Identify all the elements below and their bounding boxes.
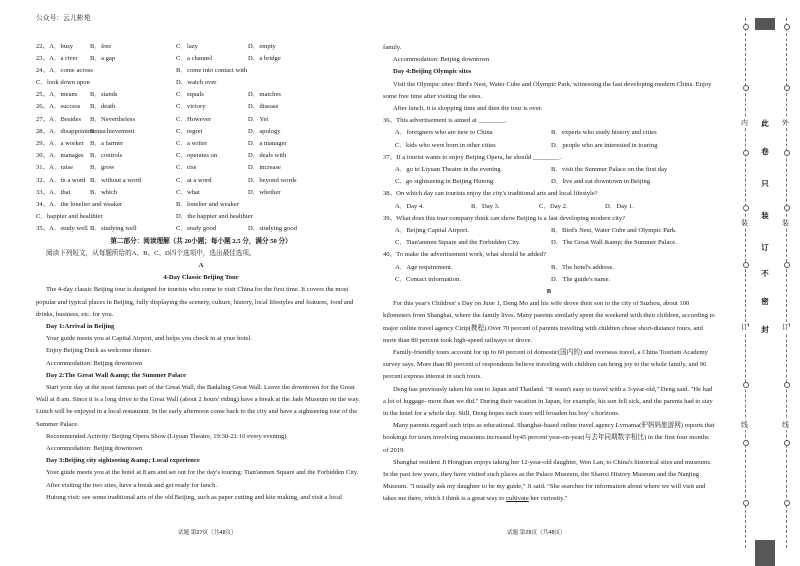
option-c: B．come into contact with bbox=[176, 66, 248, 74]
option-d: D．studying good bbox=[248, 225, 297, 233]
option-n: 23、A．a river bbox=[36, 54, 78, 62]
option-row bbox=[383, 127, 715, 139]
section-instruction: 阅读下列短文，从每题所给的A、B、C、D四个选项中，选出最佳选项。 bbox=[46, 249, 256, 257]
binding-notice-char: 不 bbox=[761, 269, 769, 278]
option-b: B．free bbox=[90, 42, 112, 50]
option: D．live and eat downtown in Beijing bbox=[551, 178, 651, 186]
binding-line-outer bbox=[786, 18, 787, 548]
section-title: 第二部分：阅读理解（共 20小题；每小题 2.5 分，满分 50 分） bbox=[110, 237, 292, 245]
passage-a-letter: A bbox=[198, 261, 204, 269]
paragraph: Accommodation: Beijing downtown bbox=[46, 444, 143, 452]
option-n: 35、A．study well bbox=[36, 225, 88, 233]
option-c: C．a channel bbox=[176, 54, 213, 62]
option-n: C．look down upon bbox=[36, 79, 90, 87]
option-row bbox=[36, 53, 366, 65]
binding-label-outer: 外 bbox=[782, 120, 789, 127]
paragraph: For this year's Children' s Day on June 1, Deng Mo and his wife drove their son to the city of Suzhou, about 100 kilometers from Shanghai, where the family lives. Many parents similarly spent the weekend with their children, according to major online travel agency Ctrip(携程).Over 70 percent of parents traveling with children chose short-distance tours, and more than 80 percent took high-speed railways or drove. bbox=[383, 300, 715, 344]
option: A．Age requirement. bbox=[395, 263, 453, 271]
option-n: 28、A．disappointment bbox=[36, 127, 102, 135]
option: A．foreigners who are new to China bbox=[395, 129, 493, 137]
option-n: 22、A．busy bbox=[36, 42, 73, 50]
option-c: D．the happier and healthier bbox=[176, 213, 253, 221]
option-b: B．a farmer bbox=[90, 140, 124, 147]
question-stem: 37、If a tourist wants to enjoy Beijing Opera, he should ________. bbox=[383, 153, 562, 161]
option-c: C．lazy bbox=[176, 42, 198, 50]
option-row bbox=[36, 114, 366, 126]
paragraph: Shanghai resident Ji Hongjian enjoys taking her 12-year-old daughter, Wen Lan, to China's historical sites and museums. In the past few years, they have visited such places as the Palace Museum, the Shanxi History Museum and the Nanjing Museum. "I usually ask my daughter to be my guide," Ji said. "She searches for information about where we will visit and takes me there, which I think is a great way to cultivate her curiosity." bbox=[383, 458, 712, 503]
underlined-word: cultivate bbox=[506, 495, 529, 503]
binding-notice-char: 密 bbox=[761, 297, 769, 306]
binding-label-inner: 线 bbox=[741, 422, 748, 429]
option-c: C．what bbox=[176, 188, 200, 196]
option: D．people who are interested in touring bbox=[551, 141, 658, 149]
binding-hole bbox=[784, 500, 790, 506]
option-row bbox=[36, 223, 366, 235]
option-row bbox=[36, 89, 366, 101]
option-c: C．However bbox=[176, 115, 212, 123]
option: A．Day 4. bbox=[395, 202, 424, 210]
binding-hole bbox=[743, 440, 749, 446]
paragraph: Family-friendly tours account for up to 60 percent of domestic(国内的) and overseas travel, a China Tourism Academy survey says. More than 80 percent of respondents believe traveling with children can bring joy to the whole family, and 96 percent express interest in such tours. bbox=[383, 348, 708, 381]
left-column bbox=[36, 0, 366, 504]
option-row bbox=[36, 77, 366, 89]
binding-notice-char: 只 bbox=[761, 179, 769, 188]
paragraph: After lunch, it is shopping time and then the tour is over. bbox=[393, 105, 543, 113]
option-c: C．victory bbox=[176, 103, 206, 111]
paragraph: Hutong visit: see some traditional arts of the old Beijing, such as paper cutting and kite making, and visit a local bbox=[46, 493, 342, 501]
option-n: 24、A．come across bbox=[36, 66, 93, 74]
option-row bbox=[383, 262, 715, 274]
option-row bbox=[36, 211, 366, 223]
option-d: D．empty bbox=[248, 42, 276, 50]
option: D．Day 1. bbox=[605, 202, 634, 210]
option-b: B．which bbox=[90, 188, 118, 196]
paragraph: Accommodation: Beijing downtown bbox=[46, 359, 143, 367]
page-header: 公众号：云儿彬苑 bbox=[36, 15, 91, 22]
option-n: 34、A．the lonelier and weaker bbox=[36, 200, 123, 208]
binding-notice-char: 订 bbox=[761, 243, 769, 252]
option-c: C．equals bbox=[176, 91, 204, 99]
option-row bbox=[36, 199, 366, 211]
option-d: D．Yet bbox=[248, 115, 269, 123]
option-c: C．study good bbox=[176, 225, 217, 233]
binding-hole bbox=[784, 85, 790, 91]
option-row bbox=[383, 140, 715, 152]
option-b: B．achievement bbox=[90, 127, 135, 135]
option-d: D．a bridge bbox=[248, 54, 281, 62]
paragraph: Visit the Olympic sites: Bird's Nest, Water Cube and Olympic Park, witnessing the fast developing modern China. Enjoy some free time after visiting the sites. bbox=[383, 80, 712, 100]
option-c: C．operates on bbox=[176, 152, 218, 160]
option-row bbox=[36, 41, 366, 53]
binding-label-inner: 装 bbox=[741, 220, 748, 227]
option-b: B．Nevertheless bbox=[90, 115, 136, 123]
option-row bbox=[36, 175, 366, 187]
option: A．go to Liyuan Theatre in the evening bbox=[395, 166, 501, 173]
binding-label-outer: 装 bbox=[782, 220, 789, 227]
paragraph: Day 2:The Great Wall &amp; the Summer Palace bbox=[46, 371, 187, 379]
option: C．Tian'anmen Square and the Forbidden City. bbox=[395, 239, 521, 247]
option-row bbox=[383, 201, 715, 213]
option-row bbox=[36, 138, 366, 150]
binding-notice-char: 封 bbox=[761, 325, 769, 334]
binding-label-outer: 线 bbox=[782, 422, 789, 429]
option-row bbox=[383, 225, 715, 237]
option-n: 27、A．Besides bbox=[36, 115, 82, 123]
option: D．The Great Wall &amp; the Summer Palace. bbox=[551, 239, 677, 247]
option-c: C．a writer bbox=[176, 140, 208, 147]
option-c: D．watch over bbox=[176, 79, 217, 87]
option-d: D．beyond words bbox=[248, 176, 297, 184]
option-d: D．deals with bbox=[248, 152, 287, 160]
binding-bar-bottom bbox=[755, 540, 775, 566]
option: B．The hotel's address. bbox=[551, 263, 614, 271]
option-row bbox=[36, 187, 366, 199]
binding-line-inner bbox=[745, 18, 746, 548]
paragraph: Your guide meets you at the hotel at 8 am and set out for the day's touring: Tian'anmen Square and the Forbidden City. bbox=[46, 469, 359, 477]
binding-hole bbox=[784, 24, 790, 30]
binding-label-inner: 内 bbox=[741, 120, 748, 127]
option: C．kids who were born in other cities bbox=[395, 141, 496, 149]
option-n: 32、A．in a word bbox=[36, 176, 86, 184]
paragraph: Recommended Activity: Beijing Opera Show (Liyuan Theatre, 19:30-21:10 every evening) bbox=[46, 432, 287, 440]
binding-hole bbox=[743, 85, 749, 91]
option-n: 29、A．a worker bbox=[36, 140, 84, 147]
option: C．go sightseeing in Beijing Hutong bbox=[395, 178, 494, 186]
binding-hole bbox=[743, 150, 749, 156]
question-stem: 40、To make the advertisement work, what should be added? bbox=[383, 251, 547, 259]
option-b: B．without a word bbox=[90, 176, 141, 184]
binding-notice-char: 卷 bbox=[761, 147, 769, 156]
option-c: C．regret bbox=[176, 127, 203, 135]
option-b: B．controls bbox=[90, 152, 123, 160]
option-n: 25、A．means bbox=[36, 91, 78, 99]
paragraph: Accommodation: Beijing downtown bbox=[393, 56, 490, 64]
footer-left: 试题 第27页（共48页） bbox=[178, 530, 237, 536]
option-row bbox=[36, 65, 366, 77]
option-b: B．studying well bbox=[90, 225, 137, 233]
footer-right: 试题 第28页（共48页） bbox=[507, 530, 566, 536]
option: A．Beijing Capital Airport. bbox=[395, 226, 469, 234]
option-n: 33、A．that bbox=[36, 188, 71, 196]
option-c: B．lonelier and weaker bbox=[176, 200, 239, 208]
binding-hole bbox=[784, 150, 790, 156]
paragraph: Enjoy Beijing Duck as welcome dinner. bbox=[46, 347, 152, 355]
binding-label-inner: 订 bbox=[741, 324, 748, 331]
binding-hole bbox=[743, 262, 749, 268]
paragraph: Start your day at the most famous part of the Great Wall, the Badaling Great Wall. Leave the downtown for the Great Wall at 8 am. Since it is a long drive to the Great Wall (about 2 hours' riding) have a break at the Jade Museum on the way. Lunch will be enjoyed in a local restaurant. In the early afternoon come back to the city and have a sightseeing tour of the Summer Palace. bbox=[36, 383, 360, 428]
option-d: D．apology bbox=[248, 127, 281, 135]
paragraph: Many parents regard such trips as educational. Shanghai-based online travel agency Lvmama(驴妈妈旅游网) reports that bookings for tours involving museums increased by45 percent year-on-year(与去年同期数字相比) in the first four months of 2019. bbox=[383, 422, 715, 454]
option-row bbox=[36, 162, 366, 174]
option-b: B．death bbox=[90, 103, 116, 111]
option: D．The guide's name. bbox=[551, 275, 611, 283]
binding-hole bbox=[784, 262, 790, 268]
paragraph: Deng has previously taken his son to Japan and Thailand. "It wasn't easy to travel with a 3-year-old," Deng said. "He had a lot of luggage- more than we did." During their vacation in Japan, for example, his son fell sick, and the parents had to stay in the hotel for a whole day. Still, Deng hopes such tours will broaden his boy' s horizons. bbox=[383, 385, 713, 417]
option-c: C．rise bbox=[176, 164, 197, 172]
binding-hole bbox=[743, 500, 749, 506]
option-n: 30、A．manages bbox=[36, 152, 84, 160]
option-n: C．happier and healthier bbox=[36, 213, 103, 221]
option-row bbox=[383, 176, 715, 188]
passage-b-letter: B bbox=[546, 287, 552, 295]
binding-hole bbox=[784, 205, 790, 211]
option-row bbox=[383, 164, 715, 176]
option: B．Bird's Nest, Water Cube and Olympic Park. bbox=[551, 226, 677, 234]
paragraph: Day 4:Beijing Olympic sites bbox=[393, 68, 472, 76]
option-b: B．a gap bbox=[90, 54, 116, 62]
paragraph: After visiting the two sites, have a break and get ready for lunch. bbox=[46, 481, 218, 489]
binding-hole bbox=[784, 440, 790, 446]
option-c: C．at a word bbox=[176, 176, 212, 184]
option-row bbox=[36, 101, 366, 113]
option-row bbox=[36, 150, 366, 162]
binding-hole bbox=[743, 382, 749, 388]
option: B．Day 3. bbox=[471, 202, 500, 210]
binding-hole bbox=[743, 205, 749, 211]
option-d: D．disease bbox=[248, 103, 279, 111]
option: C．Day 2. bbox=[539, 202, 568, 210]
paragraph: Day 3:Beijing city sightseeing &amp; Local experience bbox=[46, 457, 200, 465]
option-d: D．whether bbox=[248, 188, 281, 196]
binding-notice-char: 装 bbox=[761, 211, 769, 220]
binding-hole bbox=[743, 24, 749, 30]
option: C．Contact information. bbox=[395, 275, 461, 283]
binding-label-outer: 订 bbox=[782, 324, 789, 331]
paragraph: The 4-day classic Beijing tour is designed for tourists who come to visit China for the first time. It covers the most popular and typical places in Beijing, fully displaying the scenery, culture, history, local lifestyles and features, food and drinks, business, etc. for you. bbox=[36, 286, 354, 318]
paragraph: Your guide meets you at Capital Airport, and helps you check in at your hotel. bbox=[46, 335, 252, 343]
question-stem: 38、On which day can tourists enjoy the city's traditional arts and local lifestyle? bbox=[383, 190, 598, 198]
option: B．experts who study history and cities bbox=[551, 129, 657, 137]
option-d: D．increase bbox=[248, 164, 281, 172]
option-row bbox=[383, 274, 715, 286]
option-d: D．matches bbox=[248, 91, 281, 99]
paragraph: family. bbox=[383, 44, 402, 51]
option-row bbox=[383, 237, 715, 249]
question-stem: 39、What does this tour company think can show Beijing is a fast developing modern city? bbox=[383, 214, 626, 222]
binding-hole bbox=[784, 382, 790, 388]
option-b: B．grow bbox=[90, 164, 115, 172]
option-row bbox=[36, 126, 366, 138]
paragraph: Day 1:Arrival in Beijing bbox=[46, 322, 115, 330]
option: B．visit the Summer Palace on the first day bbox=[551, 166, 668, 173]
right-column bbox=[383, 0, 715, 506]
binding-notice-char: 此 bbox=[761, 119, 769, 128]
option-n: 26、A．success bbox=[36, 103, 81, 111]
passage-a-title: 4-Day Classic Beijing Tour bbox=[163, 274, 239, 282]
option-d: D．a manager bbox=[248, 140, 287, 147]
binding-bar-top bbox=[755, 18, 775, 30]
option-b: B．stands bbox=[90, 91, 118, 99]
question-stem: 36、This advertisement is aimed at ________. bbox=[383, 117, 507, 125]
option-n: 31、A．raise bbox=[36, 164, 73, 172]
